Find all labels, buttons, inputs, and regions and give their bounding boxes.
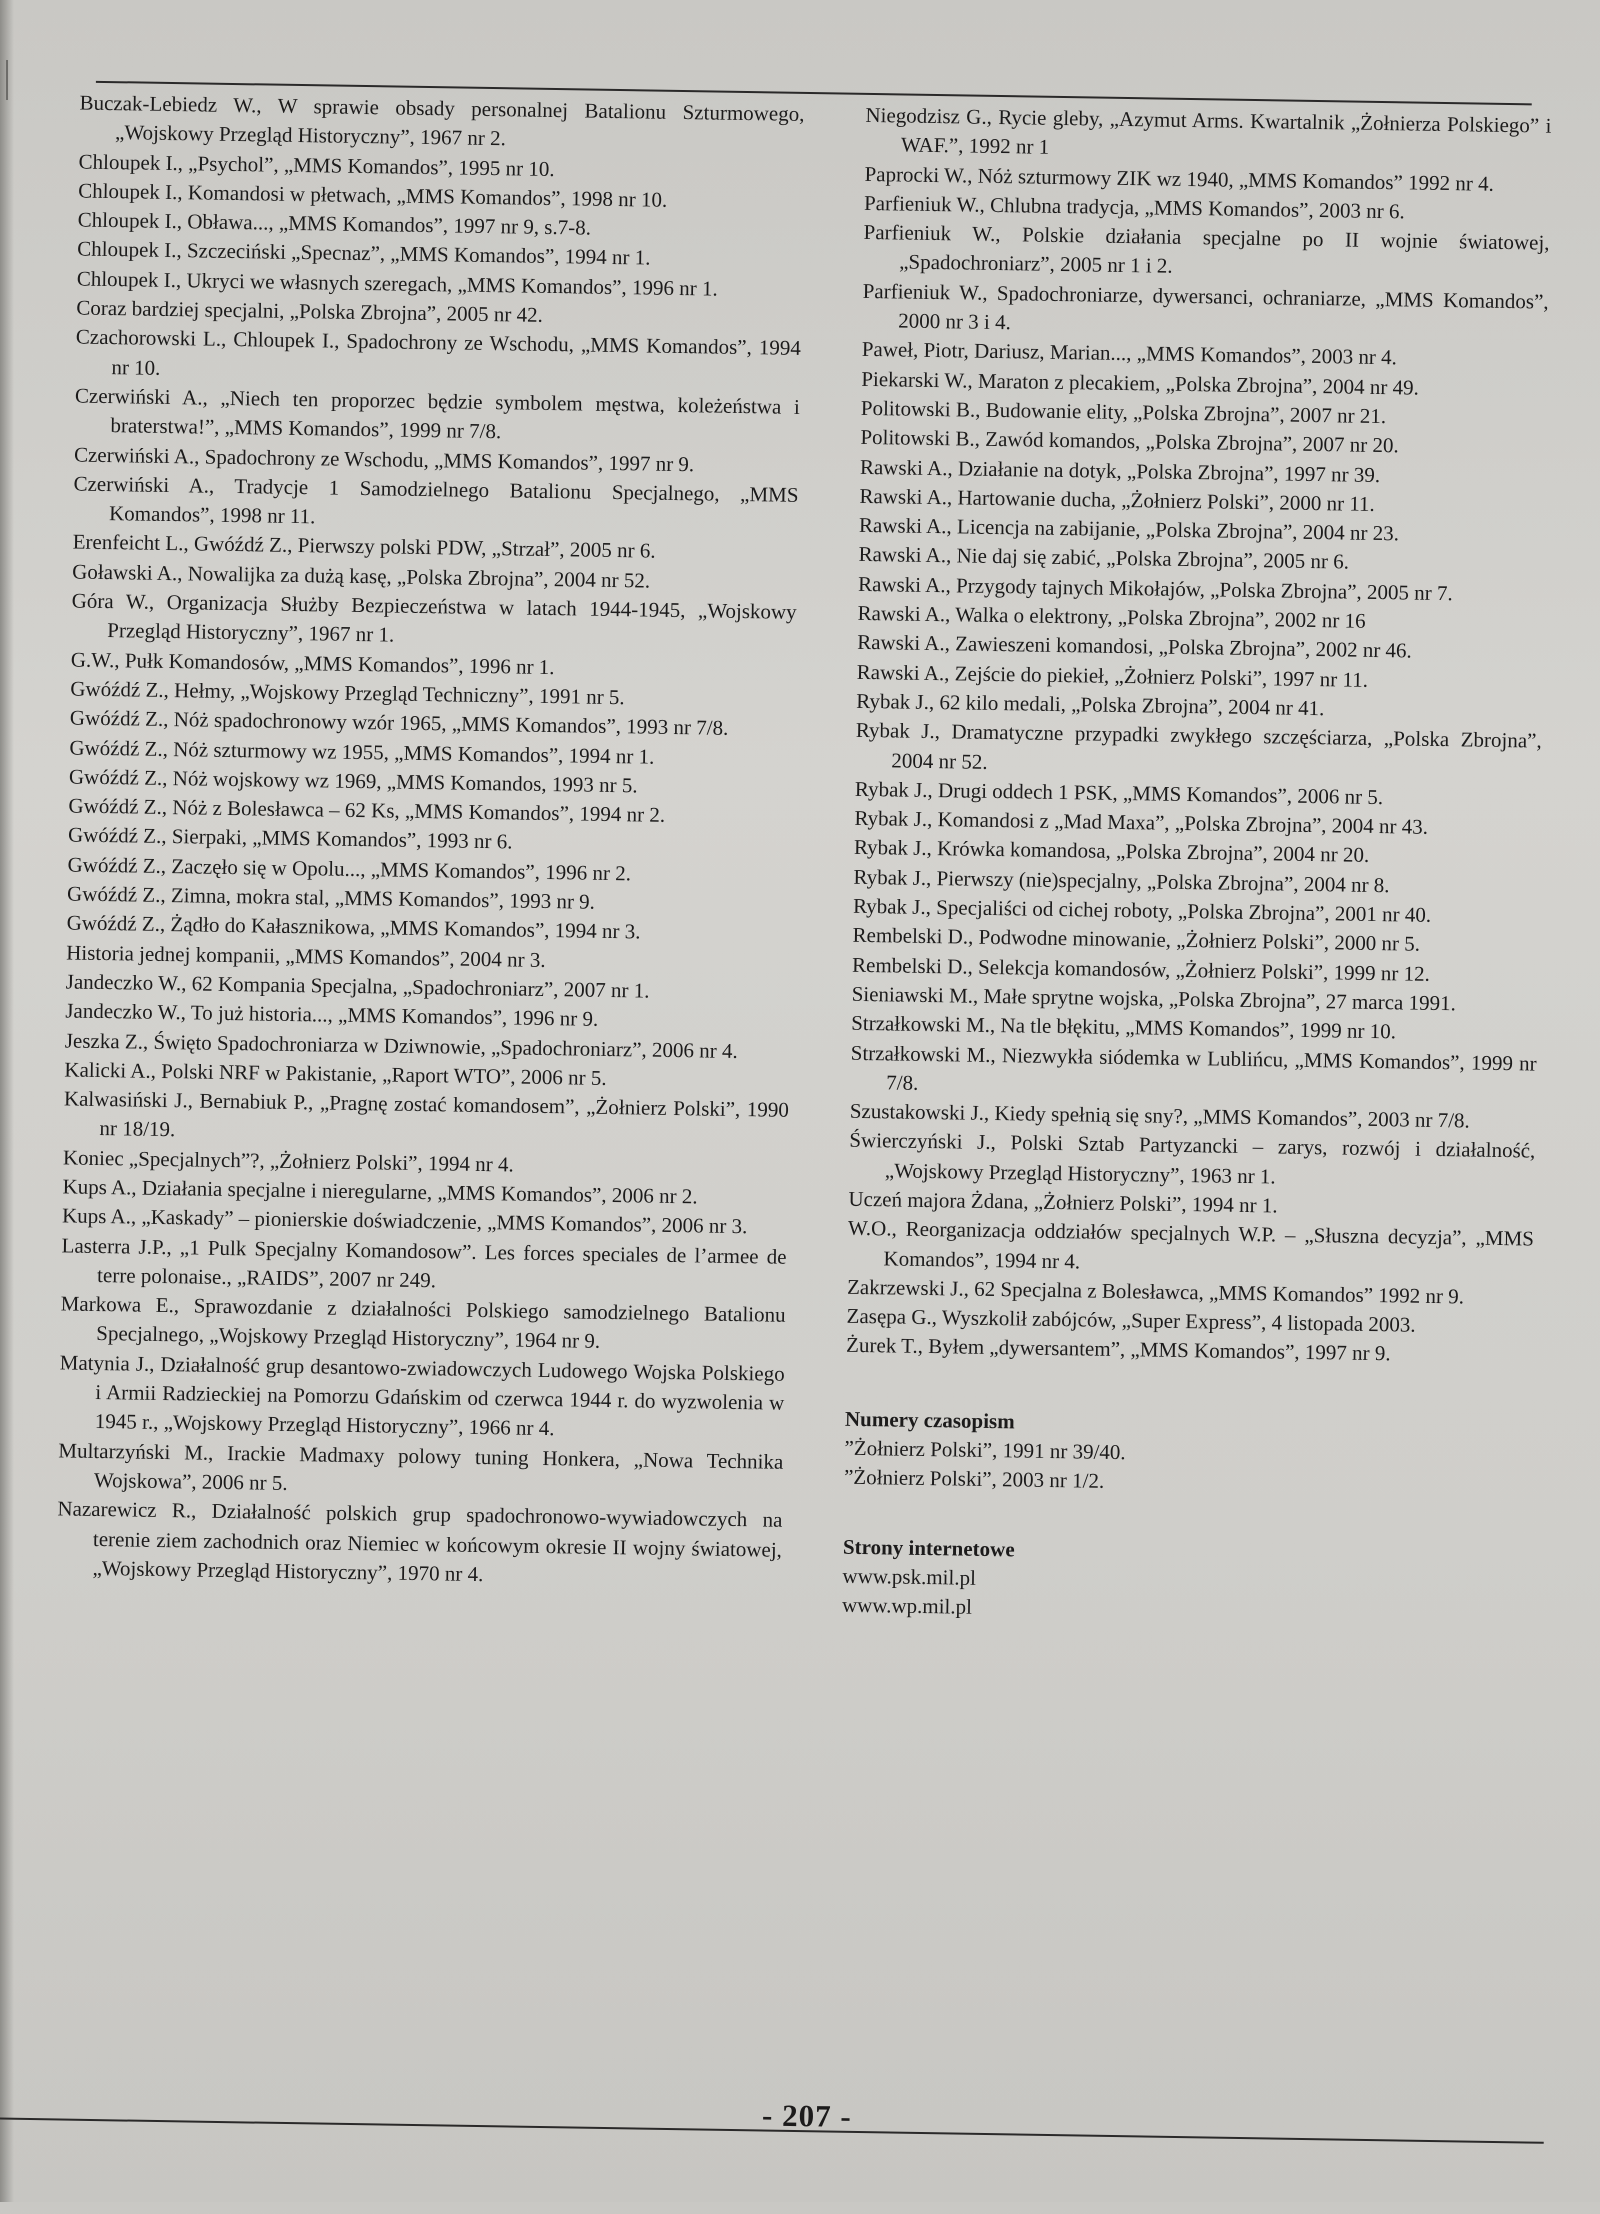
bibliography-entry: Nazarewicz R., Działalność polskich grup spadochronowo-wywiadowczych na terenie ziem zachodnich oraz Niemiec w końcowym okresie II wojny światowej, „Wojskowy Przegląd Historyczny”, 1970 nr 4.: [57, 1496, 783, 1586]
bibliography-entry: Lasterra J.P., „1 Pulk Specjalny Komandosow”. Les forces speciales de l’armee de terre polonaise., „RAIDS”, 2007 nr 249.: [61, 1232, 787, 1293]
bibliography-entry: Rembelski D., Selekcja komandosów, „Żołnierz Polski”, 1999 nr 12.: [851, 952, 1431, 986]
bibliography-entry: Czachorowski L., Chloupek I., Spadochrony ze Wschodu, „MMS Komandos”, 1994 nr 10.: [75, 324, 801, 380]
bibliography-entry: Jeszka Z., Święto Spadochroniarza w Dziwnowie, „Spadochroniarz”, 2006 nr 4.: [64, 1027, 738, 1063]
bibliography-entry: Czerwiński A., Spadochrony ze Wschodu, „MMS Komandos”, 1997 nr 9.: [73, 442, 695, 476]
bibliography-entry: Kups A., „Kaskady” – pionierskie doświadczenie, „MMS Komandos”, 2006 nr 3.: [61, 1203, 748, 1239]
bibliography-entry: Rawski A., Nie daj się zabić, „Polska Zbrojna”, 2005 nr 6.: [858, 542, 1350, 575]
bibliography-entry: Kups A., Działania specjalne i nieregularne, „MMS Komandos”, 2006 nr 2.: [62, 1174, 698, 1209]
bibliography-entry: Gwóźdź Z., Nóż z Bolesławca – 62 Ks, „MMS Komandos”, 1994 nr 2.: [68, 793, 666, 827]
bibliography-entry: Uczeń majora Żdana, „Żołnierz Polski”, 1994 nr 1.: [848, 1186, 1278, 1218]
bibliography-entry: Rembelski D., Podwodne minowanie, „Żołnierz Polski”, 2000 nr 5.: [852, 923, 1421, 957]
bibliography-entry: Parfieniuk W., Chlubna tradycja, „MMS Komandos”, 2003 nr 6.: [863, 190, 1405, 224]
bibliography-left-column: [56, 89, 804, 1594]
journals-section-title: Numery czasopism: [844, 1406, 1015, 1434]
websites-section-title: Strony internetowe: [842, 1534, 1015, 1562]
page-number: - 207 -: [761, 2097, 852, 2134]
bibliography-entry: Politowski B., Budowanie elity, „Polska Zbrojna”, 2007 nr 21.: [860, 395, 1387, 429]
bibliography-entry: Paprocki W., Nóż szturmowy ZIK wz 1940, „MMS Komandos” 1992 nr 4.: [864, 161, 1495, 196]
bibliography-entry: Rawski A., Walka o elektrony, „Polska Zbrojna”, 2002 nr 16: [857, 600, 1366, 633]
page-edge-mark: [0, 60, 8, 100]
website-link[interactable]: www.psk.mil.pl: [842, 1563, 977, 1590]
bibliography-entry: Markowa E., Sprawozdanie z działalności Polskiego samodzielnego Batalionu Specjalnego, „Wojskowy Przegląd Historyczny”, 1964 nr 9.: [60, 1291, 786, 1354]
bibliography-entry: Rawski A., Zejście do piekieł, „Żołnierz Polski”, 1997 nr 11.: [856, 659, 1369, 692]
bibliography-entry: Erenfeicht L., Gwóźdź Z., Pierwszy polski PDW, „Strzał”, 2005 nr 6.: [72, 529, 656, 564]
bibliography-entry: Buczak-Lebiedz W., W sprawie obsady personalnej Batalionu Szturmowego, „Wojskowy Przegląd Historyczny”, 1967 nr 2.: [79, 90, 805, 151]
bibliography-entry: Świerczyński J., Polski Sztab Partyzancki – zarys, rozwój i działalność, „Wojskowy Przegląd Historyczny”, 1963 nr 1.: [849, 1128, 1536, 1189]
bibliography-entry: Rawski A., Zawieszeni komandosi, „Polska Zbrojna”, 2002 nr 46.: [857, 630, 1412, 663]
right-entries: [846, 101, 1552, 1371]
bibliography-entry: Niegodzisz G., Rycie gleby, „Azymut Arms. Kwartalnik „Żołnierza Polskiego” i WAF.”, 1992 nr 1: [865, 102, 1552, 160]
bibliography-entry: Jandeczko W., 62 Kompania Specjalna, „Spadochroniarz”, 2007 nr 1.: [65, 969, 650, 1003]
bibliography-entry: Rawski A., Hartowanie ducha, „Żołnierz Polski”, 2000 nr 11.: [859, 483, 1375, 516]
bibliography-entry: Gwóźdź Z., Hełmy, „Wojskowy Przegląd Techniczny”, 1991 nr 5.: [70, 676, 625, 710]
bibliography-entry: Koniec „Specjalnych”?, „Żołnierz Polski”, 1994 nr 4.: [62, 1145, 514, 1177]
bibliography-entry: Historia jednej kompanii, „MMS Komandos”, 2004 nr 3.: [66, 940, 546, 972]
bibliography-entry: Goławski A., Nowalijka za dużą kasę, „Polska Zbrojna”, 2004 nr 52.: [72, 559, 651, 593]
bibliography-entry: Chloupek I., Obława..., „MMS Komandos”, 1997 nr 9, s.7-8.: [77, 207, 592, 240]
bibliography-entry: Paweł, Piotr, Dariusz, Marian..., „MMS Komandos”, 2003 nr 4.: [861, 337, 1398, 370]
bibliography-entry: Parfieniuk W., Spadochroniarze, dywersanci, ochraniarze, „MMS Komandos”, 2000 nr 3 i 4.: [862, 278, 1549, 335]
bibliography-entry: Zasępa G., Wyszkolił zabójców, „Super Express”, 4 listopada 2003.: [846, 1303, 1416, 1337]
bibliography-entry: W.O., Reorganizacja oddziałów specjalnych W.P. – „Słuszna decyzja”, „MMS Komandos”, 1994 nr 4.: [847, 1216, 1535, 1273]
bibliography-entry: Gwóźdź Z., Zaczęło się w Opolu..., „MMS Komandos”, 1996 nr 2.: [67, 852, 632, 886]
bibliography-entry: Sieniawski M., Małe sprytne wojska, „Polska Zbrojna”, 27 marca 1991.: [851, 981, 1457, 1016]
bibliography-entry: Rybak J., Dramatyczne przypadki zwykłego szczęściarza, „Polska Zbrojna”, 2004 nr 52.: [855, 718, 1542, 774]
bibliography-entry: Chloupek I., „Psychol”, „MMS Komandos”, 1995 nr 10.: [78, 149, 555, 181]
bibliography-entry: Gwóźdź Z., Żądło do Kałasznikowa, „MMS Komandos”, 1994 nr 3.: [66, 910, 641, 944]
bibliography-entry: Kalwasiński J., Bernabiuk P., „Pragnę zostać komandosem”, „Żołnierz Polski”, 1990 nr 18/19.: [63, 1086, 790, 1142]
bibliography-entry: Rybak J., Specjaliści od cichej roboty, „Polska Zbrojna”, 2001 nr 40.: [852, 893, 1432, 927]
bibliography-entry: Rybak J., Drugi oddech 1 PSK, „MMS Komandos”, 2006 nr 5.: [854, 776, 1384, 809]
bibliography-entry: G.W., Pułk Komandosów, „MMS Komandos”, 1996 nr 1.: [70, 647, 555, 679]
bibliography-entry: Strzałkowski M., Niezwykła siódemka w Lublińcu, „MMS Komandos”, 1999 nr 7/8.: [850, 1040, 1537, 1095]
bibliography-entry: Gwóźdź Z., Nóż szturmowy wz 1955, „MMS Komandos”, 1994 nr 1.: [69, 735, 655, 769]
bibliography-entry: Góra W., Organizacja Służby Bezpieczeństwa w latach 1944-1945, „Wojskowy Przegląd Historyczny”, 1967 nr 1.: [71, 588, 797, 647]
bibliography-entry: Gwóźdź Z., Zimna, mokra stal, „MMS Komandos”, 1993 nr 9.: [66, 881, 596, 914]
bibliography-entry: Czerwiński A., Tradycje 1 Samodzielnego Batalionu Specjalnego, „MMS Komandos”, 1998 nr 11.: [73, 471, 799, 529]
bibliography-entry: Rybak J., Komandosi z „Mad Maxa”, „Polska Zbrojna”, 2004 nr 43.: [854, 805, 1429, 839]
bibliography-right-column: [842, 101, 1552, 1631]
bibliography-entry: Żurek T., Byłem „dywersantem”, „MMS Komandos”, 1997 nr 9.: [845, 1333, 1391, 1366]
bibliography-entry: Chloupek I., Szczeciński „Specnaz”, „MMS Komandos”, 1994 nr 1.: [77, 237, 651, 271]
bibliography-entry: Zakrzewski J., 62 Specjalna z Bolesławca, „MMS Komandos” 1992 nr 9.: [846, 1274, 1465, 1309]
bibliography-entry: Piekarski W., Maraton z plecakiem, „Polska Zbrojna”, 2004 nr 49.: [861, 366, 1420, 400]
bibliography-entry: Gwóźdź Z., Nóż wojskowy wz 1969, „MMS Komandos, 1993 nr 5.: [68, 764, 638, 798]
bibliography-entry: Multarzyński M., Irackie Madmaxy polowy tuning Honkera, „Nowa Technika Wojskowa”, 2006 nr 5.: [58, 1438, 784, 1495]
website-link[interactable]: www.wp.mil.pl: [841, 1592, 973, 1620]
bibliography-entry: Strzałkowski M., Na tle błękitu, „MMS Komandos”, 1999 nr 10.: [851, 1010, 1397, 1044]
bibliography-entry: Rybak J., Pierwszy (nie)specjalny, „Polska Zbrojna”, 2004 nr 8.: [853, 864, 1390, 897]
bibliography-entry: Czerwiński A., „Niech ten proporzec będzie symbolem męstwa, koleżeństwa i braterstwa!”, „MMS Komandos”, 1999 nr 7/8.: [74, 383, 801, 444]
bibliography-entry: Chloupek I., Ukryci we własnych szeregach, „MMS Komandos”, 1996 nr 1.: [76, 266, 718, 301]
bibliography-entry: Gwóźdź Z., Sierpaki, „MMS Komandos”, 1993 nr 6.: [67, 822, 513, 854]
bibliography-entry: Rybak J., Krówka komandosa, „Polska Zbrojna”, 2004 nr 20.: [853, 835, 1370, 868]
journal-item: ”Żołnierz Polski”, 1991 nr 39/40.: [844, 1435, 1126, 1465]
bibliography-entry: Coraz bardziej specjalni, „Polska Zbrojna”, 2005 nr 42.: [76, 295, 544, 327]
bibliography-entry: Rawski A., Działanie na dotyk, „Polska Zbrojna”, 1997 nr 39.: [859, 454, 1381, 487]
bibliography-entry: Parfieniuk W., Polskie działania specjalne po II wojnie światowej, „Spadochroniarz”, 2005 nr 1 i 2.: [863, 220, 1550, 279]
bibliography-entry: Rybak J., 62 kilo medali, „Polska Zbrojna”, 2004 nr 41.: [856, 688, 1325, 721]
bibliography-entry: Chloupek I., Komandosi w płetwach, „MMS Komandos”, 1998 nr 10.: [78, 178, 668, 212]
bibliography-entry: Politowski B., Zawód komandos, „Polska Zbrojna”, 2007 nr 20.: [860, 425, 1399, 458]
bibliography-entry: Kalicki A., Polski NRF w Pakistanie, „Raport WTO”, 2006 nr 5.: [64, 1057, 607, 1090]
bibliography-entry: Szustakowski J., Kiedy spełnią się sny?, „MMS Komandos”, 2003 nr 7/8.: [849, 1098, 1470, 1133]
bibliography-entry: Matynia J., Działalność grup desantowo-zwiadowczych Ludowego Wojska Polskiego i Armii Radzieckiej na Pomorzu Gdańskim od czerwca 1944 r. do wyzwolenia w 1945 r., „Wojskowy Przegląd Historyczny”, 1966 nr 4.: [59, 1350, 785, 1441]
bibliography-entry: Rawski A., Przygody tajnych Mikołajów, „Polska Zbrojna”, 2005 nr 7.: [857, 571, 1453, 605]
bibliography-entry: Gwóźdź Z., Nóż spadochronowy wzór 1965, „MMS Komandos”, 1993 nr 7/8.: [69, 705, 729, 741]
bibliography-entry: Rawski A., Licencja na zabijanie, „Polska Zbrojna”, 2004 nr 23.: [858, 513, 1400, 546]
journal-item: ”Żołnierz Polski”, 2003 nr 1/2.: [843, 1465, 1105, 1494]
bibliography-entry: Jandeczko W., To już historia..., „MMS Komandos”, 1996 nr 9.: [65, 998, 599, 1032]
